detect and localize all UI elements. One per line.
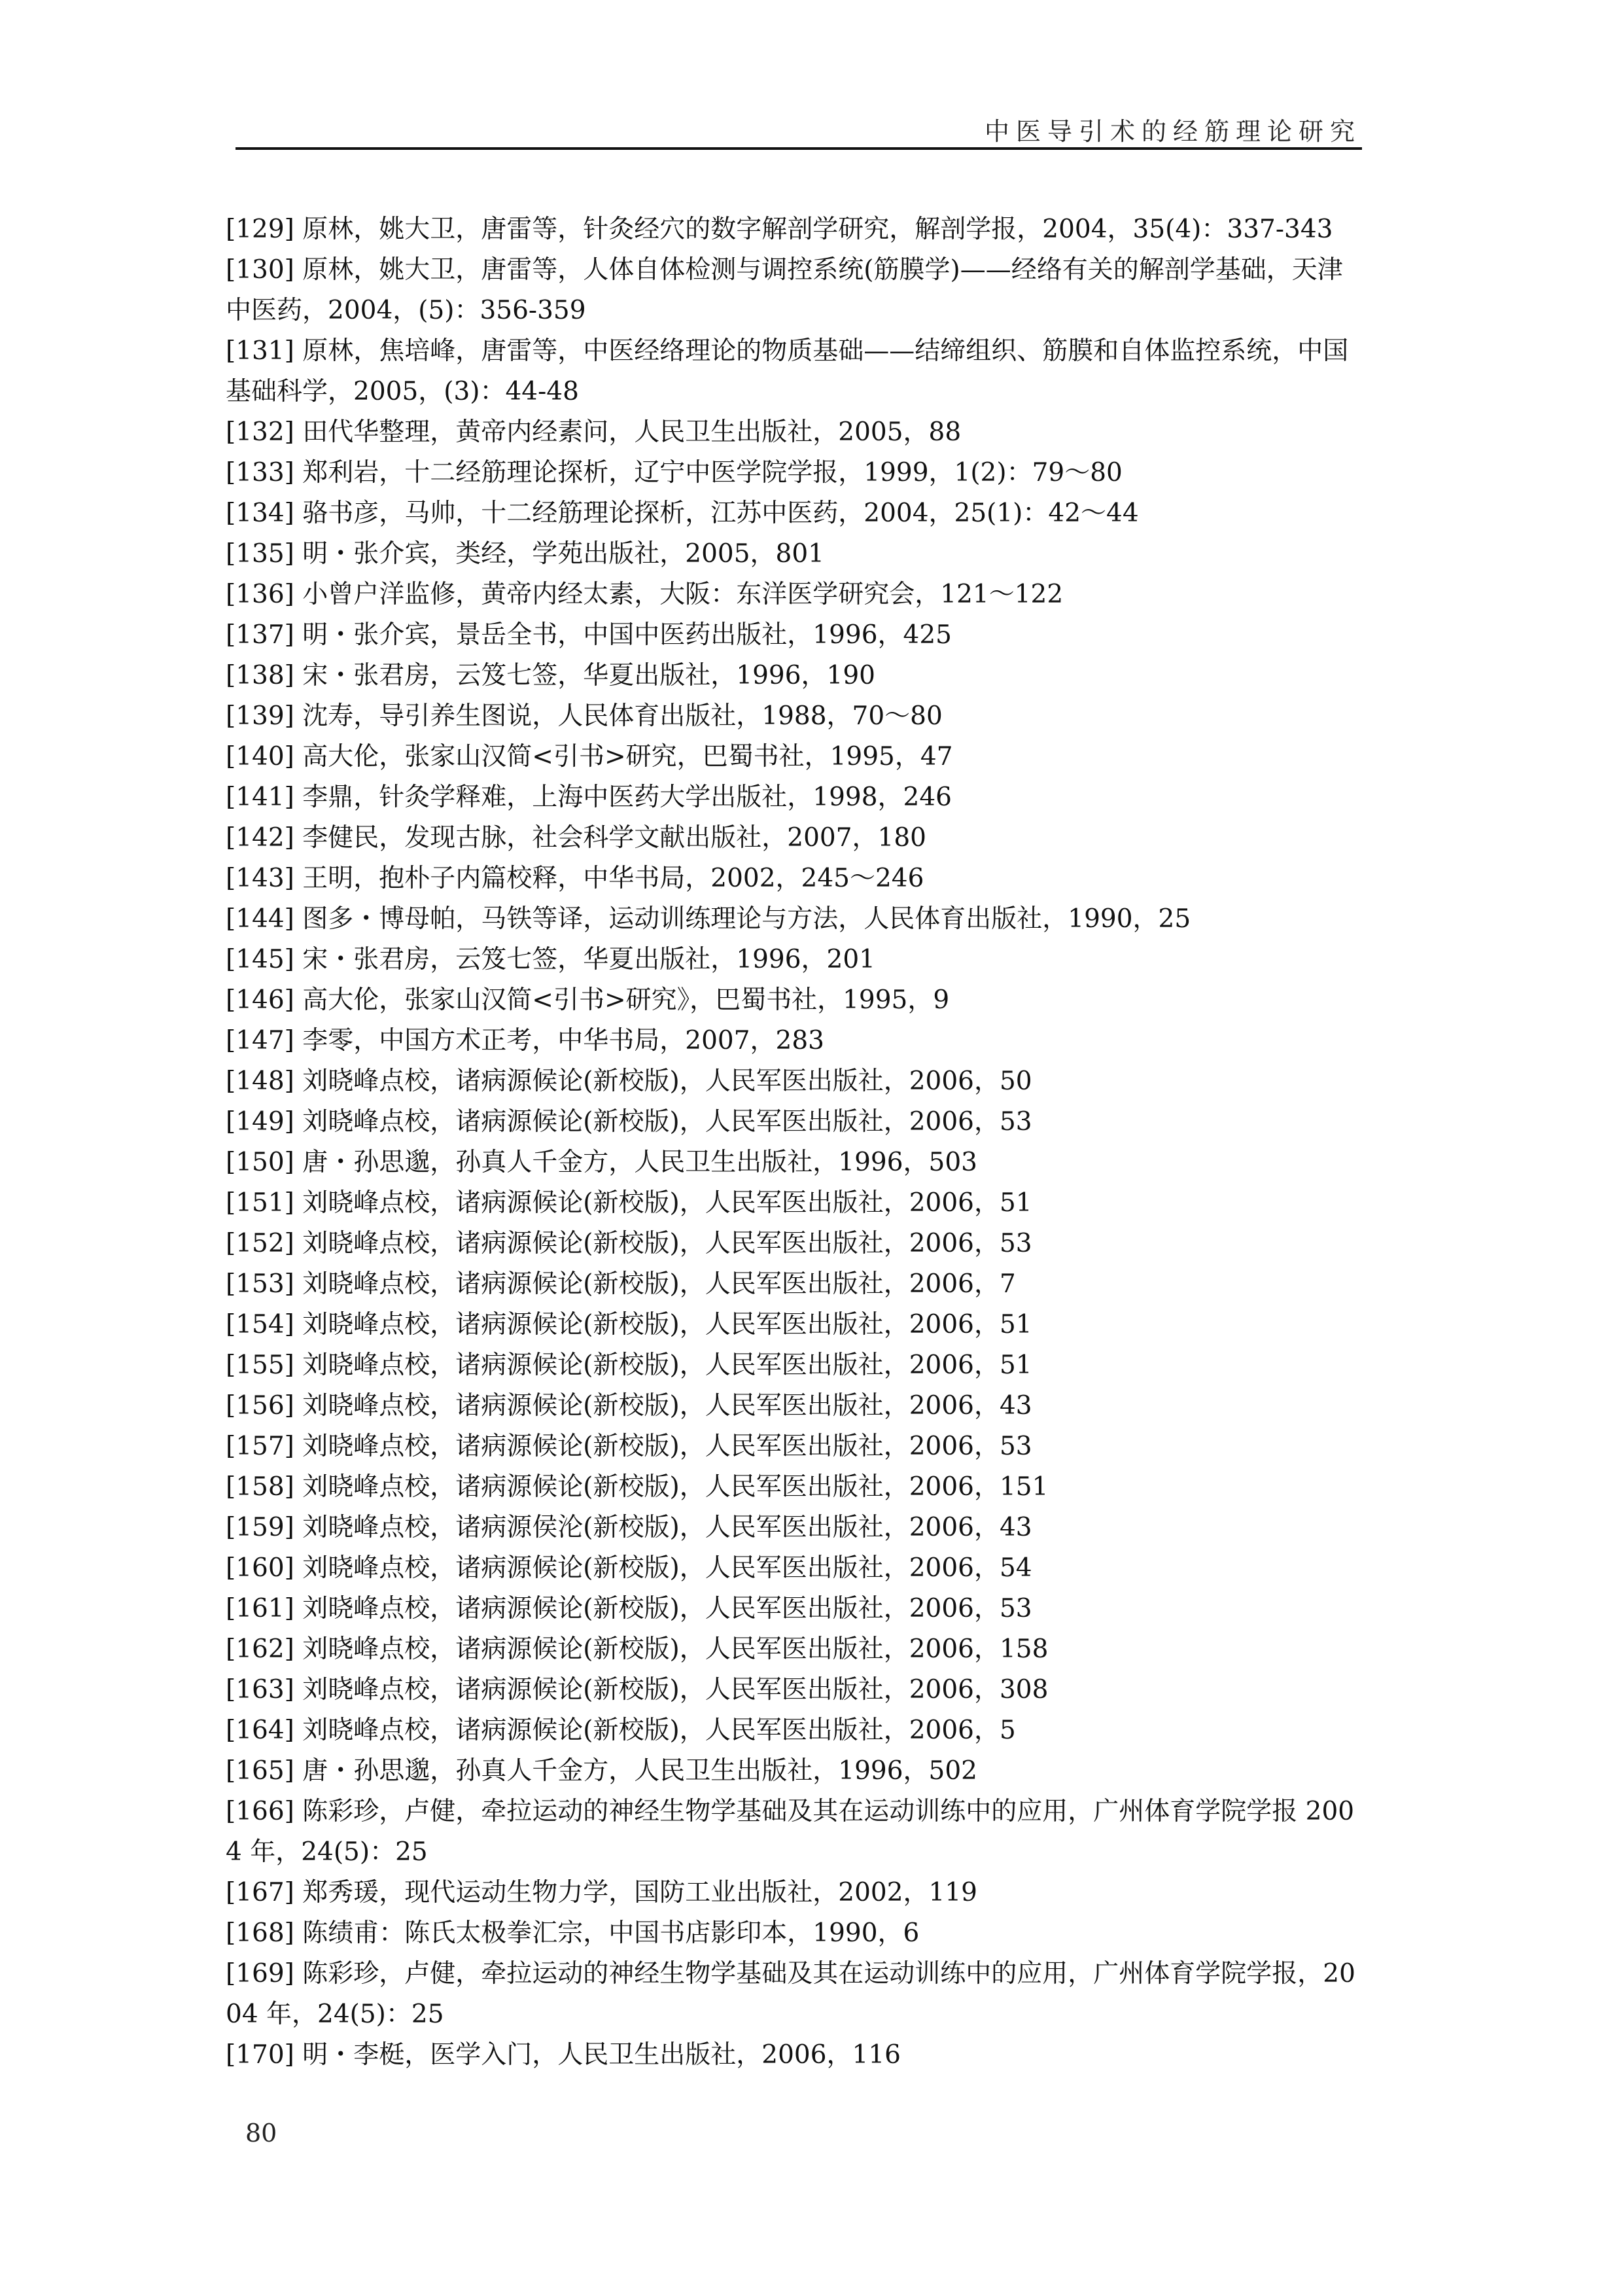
reference-entry: [153] 刘晓峰点校，诸病源候论(新校版)，人民军医出版社，2006，7: [226, 1269, 1016, 1299]
reference-entry: [132] 田代华整理，黄帝内经素问，人民卫生出版社，2005，88: [226, 417, 962, 447]
reference-entry: [136] 小曾户洋监修，黄帝内经太素，大阪：东洋医学研究会，121～122: [226, 580, 1064, 609]
reference-entry: [159] 刘晓峰点校，诸病源侯沦(新校版)，人民军医出版社，2006，43: [226, 1513, 1032, 1542]
reference-entry: [158] 刘晓峰点校，诸病源候论(新校版)，人民军医出版社，2006，151: [226, 1472, 1049, 1502]
reference-entry: [162] 刘晓峰点校，诸病源候论(新校版)，人民军医出版社，2006，158: [226, 1634, 1049, 1664]
reference-entry: [161] 刘晓峰点校，诸病源候论(新校版)，人民军医出版社，2006，53: [226, 1594, 1032, 1623]
reference-entry: [141] 李鼎，针灸学释难，上海中医药大学出版社，1998，246: [226, 783, 952, 812]
page-header: [0, 0, 1623, 157]
reference-entry: [168] 陈绩甫：陈氏太极拳汇宗，中国书店影印本，1990，6: [226, 1918, 920, 1948]
reference-entry: [155] 刘晓峰点校，诸病源候论(新校版)，人民军医出版社，2006，51: [226, 1351, 1032, 1380]
reference-entry: [147] 李零，中国方术正考，中华书局，2007，283: [226, 1026, 824, 1055]
reference-entry: [145] 宋・张君房，云笈七签，华夏出版社，1996，201: [226, 945, 875, 974]
reference-entry: [146] 高大伦，张家山汉简<引书>研究》，巴蜀书社，1995，9: [226, 985, 950, 1015]
reference-entry: [154] 刘晓峰点校，诸病源候论(新校版)，人民军医出版社，2006，51: [226, 1310, 1032, 1339]
reference-entry: [131] 原林，焦培峰，唐雷等，中医经络理论的物质基础——结缔组织、筋膜和自体监控系统，中国基础科学，2005，(3)：44-48: [226, 336, 1349, 406]
reference-entry: [151] 刘晓峰点校，诸病源候论(新校版)，人民军医出版社，2006，51: [226, 1188, 1032, 1218]
reference-entry: [165] 唐・孙思邈，孙真人千金方，人民卫生出版社，1996，502: [226, 1756, 977, 1786]
reference-entry: [139] 沈寿，导引养生图说，人民体育出版社，1988，70～80: [226, 701, 943, 731]
reference-entry: [167] 郑秀瑗，现代运动生物力学，国防工业出版社，2002，119: [226, 1878, 977, 1907]
reference-entry: [150] 唐・孙思邈，孙真人千金方，人民卫生出版社，1996，503: [226, 1148, 977, 1177]
reference-entry: [152] 刘晓峰点校，诸病源候论(新校版)，人民军医出版社，2006，53: [226, 1229, 1032, 1258]
reference-entry: [169] 陈彩珍，卢健，牵拉运动的神经生物学基础及其在运动训练中的应用，广州体育学院学报，2004 年，24(5)：25: [226, 1959, 1355, 2029]
reference-list: [226, 209, 1367, 2075]
header-divider: [236, 147, 1362, 150]
running-header-title: 中医导引术的经筋理论研究: [984, 117, 1361, 146]
reference-entry: [163] 刘晓峰点校，诸病源候论(新校版)，人民军医出版社，2006，308: [226, 1675, 1049, 1704]
reference-entry: [140] 高大伦，张家山汉简<引书>研究，巴蜀书社，1995，47: [226, 742, 953, 771]
reference-entry: [134] 骆书彦，马帅，十二经筋理论探析，江苏中医药，2004，25(1)：42～44: [226, 499, 1139, 528]
reference-entry: [133] 郑利岩，十二经筋理论探析，辽宁中医学院学报，1999，1(2)：79～80: [226, 458, 1123, 487]
reference-entry: [144] 图多・博母帕，马铁等译，运动训练理论与方法，人民体育出版社，1990，25: [226, 904, 1191, 934]
reference-entry: [160] 刘晓峰点校，诸病源候论(新校版)，人民军医出版社，2006，54: [226, 1553, 1032, 1583]
reference-entry: [135] 明・张介宾，类经，学苑出版社，2005，801: [226, 539, 824, 569]
reference-entry: [142] 李健民，发现古脉，社会科学文献出版社，2007，180: [226, 823, 926, 853]
reference-entry: [164] 刘晓峰点校，诸病源候论(新校版)，人民军医出版社，2006，5: [226, 1716, 1016, 1745]
reference-entry: [129] 原林，姚大卫，唐雷等，针灸经穴的数字解剖学研究，解剖学报，2004，35(4)：337-343: [226, 215, 1333, 244]
reference-entry: [156] 刘晓峰点校，诸病源候论(新校版)，人民军医出版社，2006，43: [226, 1391, 1032, 1421]
reference-entry: [148] 刘晓峰点校，诸病源候论(新校版)，人民军医出版社，2006，50: [226, 1067, 1032, 1096]
reference-entry: [149] 刘晓峰点校，诸病源候论(新校版)，人民军医出版社，2006，53: [226, 1107, 1032, 1137]
reference-entry: [170] 明・李梃，医学入门，人民卫生出版社，2006，116: [226, 2040, 901, 2070]
reference-entry: [130] 原林，姚大卫，唐雷等，人体自体检测与调控系统(筋膜学)——经络有关的解剖学基础，天津中医药，2004，(5)：356-359: [226, 255, 1343, 325]
reference-entry: [138] 宋・张君房，云笈七签，华夏出版社，1996，190: [226, 661, 875, 690]
reference-entry: [143] 王明，抱朴子内篇校释，中华书局，2002，245～246: [226, 864, 924, 893]
reference-entry: [166] 陈彩珍，卢健，牵拉运动的神经生物学基础及其在运动训练中的应用，广州体育学院学报 2004 年，24(5)：25: [226, 1797, 1355, 1867]
reference-entry: [137] 明・张介宾，景岳全书，中国中医药出版社，1996，425: [226, 620, 952, 650]
reference-entry: [157] 刘晓峰点校，诸病源候论(新校版)，人民军医出版社，2006，53: [226, 1432, 1032, 1461]
page-number: 80: [245, 2119, 277, 2147]
